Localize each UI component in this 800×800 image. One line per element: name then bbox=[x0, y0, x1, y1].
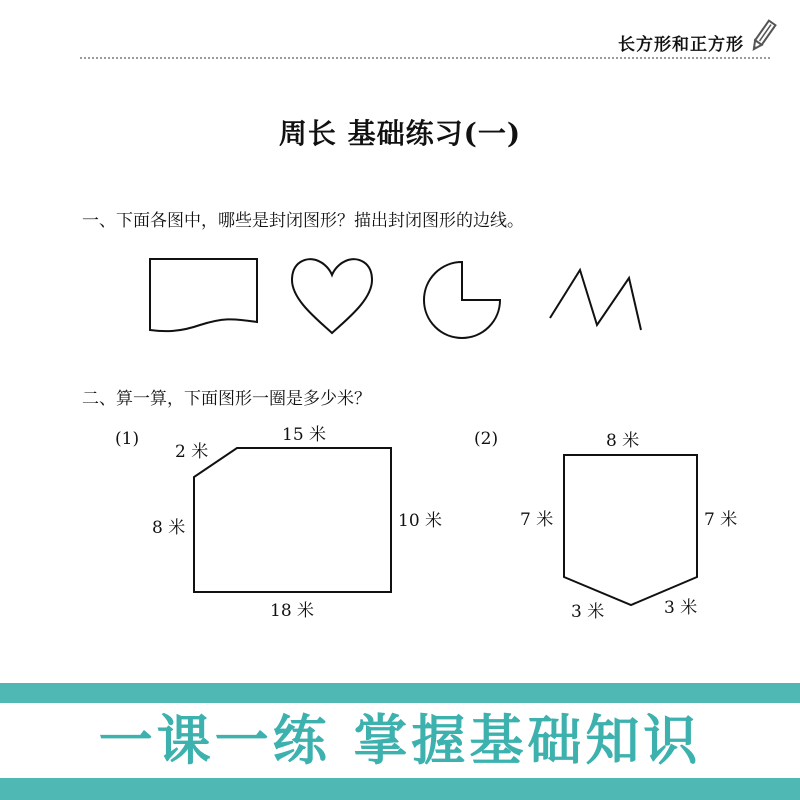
figure-2-left-label: 7 米 bbox=[520, 510, 554, 530]
figure-2-bottom-right-label: 3 米 bbox=[664, 598, 698, 618]
pie-cut-shape bbox=[424, 262, 500, 338]
banner-text: 一课一练 掌握基础知识 bbox=[98, 709, 702, 772]
zigzag-open-shape bbox=[550, 270, 641, 330]
heart-shape bbox=[292, 259, 372, 333]
figure-1-corner-label: 2 米 bbox=[175, 442, 209, 462]
figure-2-bottom-left-label: 3 米 bbox=[571, 602, 605, 622]
figure-1-polygon bbox=[194, 448, 391, 592]
page-title: 周长 基础练习(一) bbox=[278, 117, 522, 150]
figure-1-bottom-label: 18 米 bbox=[270, 601, 315, 621]
chapter-title: 长方形和正方形 bbox=[618, 35, 744, 55]
question-1-text: 一、下面各图中，哪些是封闭图形？描出封闭图形的边线。 bbox=[82, 211, 524, 231]
wavy-rectangle-shape bbox=[150, 259, 257, 331]
figure-2-top-label: 8 米 bbox=[606, 431, 640, 451]
figure-1-number: (1) bbox=[115, 429, 140, 449]
figure-2-number: (2) bbox=[474, 429, 499, 449]
promo-banner bbox=[0, 683, 800, 800]
figure-1-top-label: 15 米 bbox=[282, 425, 327, 445]
figure-1-right-label: 10 米 bbox=[398, 511, 443, 531]
figure-1-left-label: 8 米 bbox=[152, 518, 186, 538]
banner-text-strip bbox=[0, 703, 800, 778]
figure-2-polygon bbox=[564, 455, 697, 605]
question-2-text: 二、算一算，下面图形一圈是多少米？ bbox=[82, 389, 371, 409]
figure-2-right-label: 7 米 bbox=[704, 510, 738, 530]
